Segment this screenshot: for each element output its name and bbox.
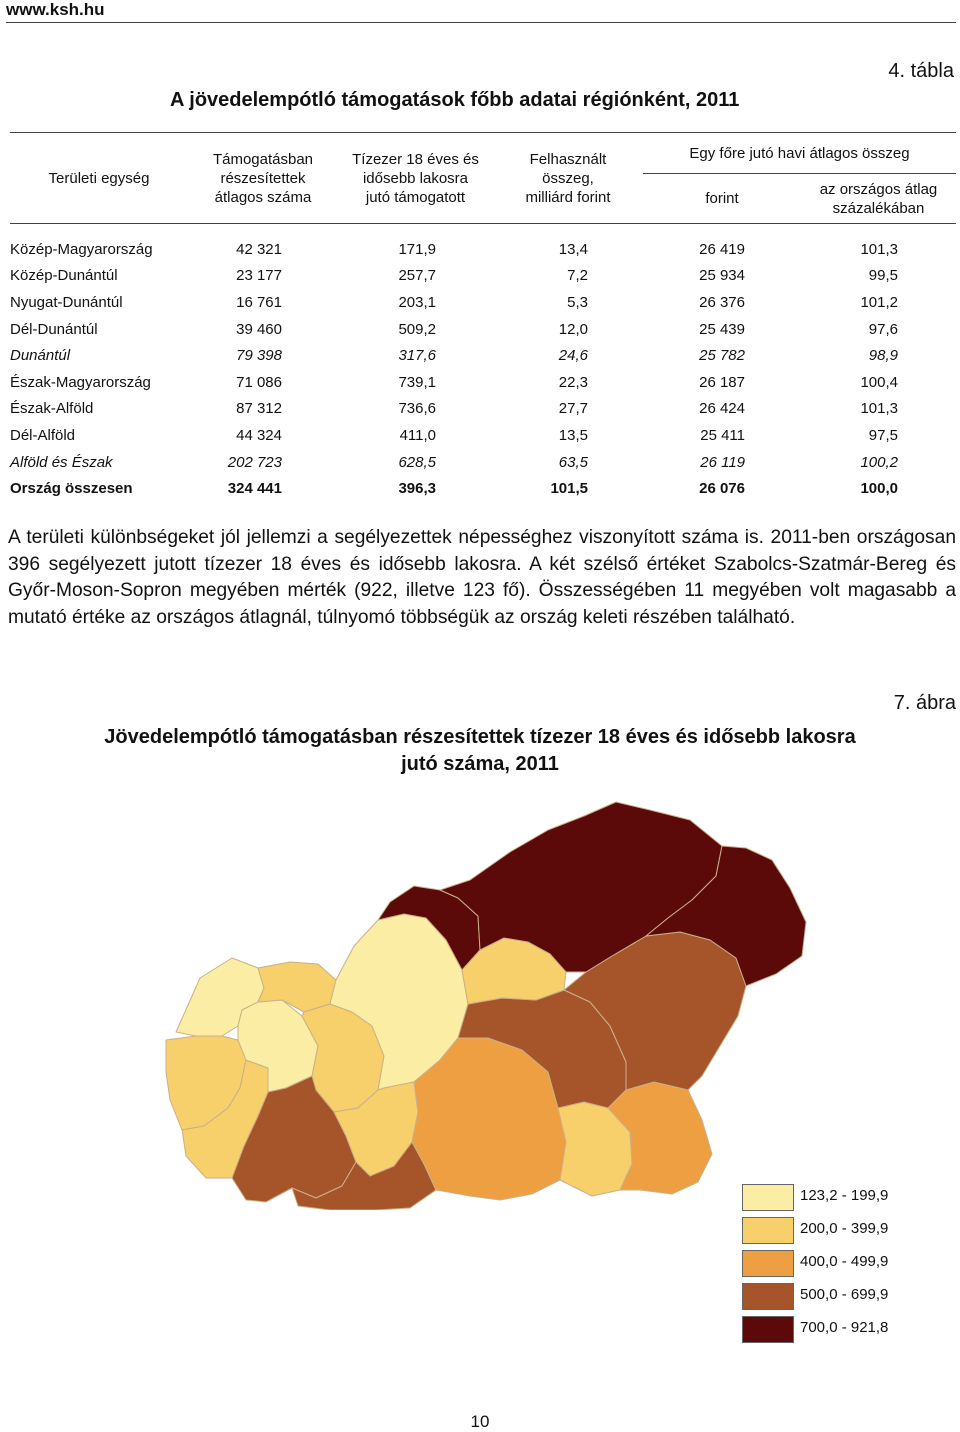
table-row xyxy=(10,263,956,290)
table-title: A jövedelempótló támogatások főbb adatai régiónként, 2011 xyxy=(170,89,740,111)
region-name-cell: Dunántúl xyxy=(10,347,71,365)
forint-cell: 25 439 xyxy=(699,320,745,338)
table-row xyxy=(10,342,956,369)
count-cell: 202 723 xyxy=(227,453,282,471)
count-cell: 42 321 xyxy=(236,240,282,258)
per10k-cell: 171,9 xyxy=(398,240,436,258)
table-number: 4. tábla xyxy=(888,60,954,82)
legend-label: 200,0 - 399,9 xyxy=(800,1220,889,1237)
legend-label: 400,0 - 499,9 xyxy=(800,1253,889,1270)
legend-swatch xyxy=(742,1283,794,1310)
per10k-cell: 257,7 xyxy=(398,267,436,285)
per10k-cell: 739,1 xyxy=(398,373,436,391)
amount-cell: 27,7 xyxy=(558,400,588,418)
region-name-cell: Észak-Magyarország xyxy=(10,373,151,391)
amount-cell: 22,3 xyxy=(558,373,588,391)
count-cell: 39 460 xyxy=(236,320,282,338)
forint-cell: 25 782 xyxy=(699,347,745,365)
per10k-cell: 317,6 xyxy=(398,347,436,365)
count-cell: 16 761 xyxy=(236,293,282,311)
amount-cell: 5,3 xyxy=(567,293,588,311)
pct-cell: 101,3 xyxy=(860,240,898,258)
legend-swatch xyxy=(742,1217,794,1244)
header-rule xyxy=(6,22,956,23)
col-header-pct: az országos átlag százalékában xyxy=(801,174,956,224)
pct-cell: 101,2 xyxy=(860,293,898,311)
hungary-county-map xyxy=(0,790,960,1210)
count-cell: 71 086 xyxy=(236,373,282,391)
table-row xyxy=(10,475,956,502)
legend-label: 700,0 - 921,8 xyxy=(800,1319,889,1336)
region-name-cell: Közép-Magyarország xyxy=(10,240,153,258)
legend-label: 500,0 - 699,9 xyxy=(800,1286,889,1303)
pct-cell: 101,3 xyxy=(860,400,898,418)
pct-cell: 99,5 xyxy=(868,267,898,285)
count-cell: 87 312 xyxy=(236,400,282,418)
amount-cell: 13,5 xyxy=(558,426,588,444)
regional-data-table xyxy=(10,132,956,502)
col-header-monthly-group: Egy főre jutó havi átlagos összeg xyxy=(689,144,910,162)
forint-cell: 26 419 xyxy=(699,240,745,258)
region-name-cell: Észak-Alföld xyxy=(10,400,94,418)
per10k-cell: 203,1 xyxy=(398,293,436,311)
page-number: 10 xyxy=(470,1412,490,1431)
amount-cell: 7,2 xyxy=(567,267,588,285)
col-header-amount: Felhasznált összeg, milliárd forint xyxy=(525,150,611,206)
per10k-cell: 411,0 xyxy=(399,426,436,444)
region-name-cell: Közép-Dunántúl xyxy=(10,267,118,285)
forint-cell: 26 376 xyxy=(699,293,745,311)
figure-number: 7. ábra xyxy=(893,692,956,714)
legend-swatch xyxy=(742,1250,794,1277)
col-header-region: Területi egység xyxy=(48,169,150,187)
region-name-cell: Alföld és Észak xyxy=(10,453,113,471)
table-row xyxy=(10,422,956,449)
pct-cell: 100,0 xyxy=(860,480,898,498)
table-row xyxy=(10,396,956,423)
forint-cell: 26 424 xyxy=(699,400,745,418)
amount-cell: 101,5 xyxy=(550,480,588,498)
forint-cell: 26 076 xyxy=(699,480,745,498)
table-row xyxy=(10,289,956,316)
amount-cell: 12,0 xyxy=(558,320,588,338)
pct-cell: 100,4 xyxy=(860,373,898,391)
per10k-cell: 736,6 xyxy=(398,400,436,418)
body-paragraph: A területi különbségeket jól jellemzi a segélyezettek népességhez viszonyított száma is. 2011-ben országosan 396 segélyezett jutott tízezer 18 éves és idősebb lakosra. A két szélső értéket Szabolcs-Szatmár-Bereg és Győr-Moson-Sopron megyében mérték (922, illetve 123 fő). Összességében 11 megyében volt magasabb a mutató értéke az országos átlagnál, túlnyomó többségük az ország keleti részében található. xyxy=(8,527,956,628)
legend-label: 123,2 - 199,9 xyxy=(800,1187,889,1204)
amount-cell: 63,5 xyxy=(558,453,588,471)
pct-cell: 97,6 xyxy=(868,320,898,338)
pct-cell: 97,5 xyxy=(868,426,898,444)
region-name-cell: Ország összesen xyxy=(10,480,133,498)
legend-swatch xyxy=(742,1184,794,1211)
forint-cell: 26 187 xyxy=(699,373,745,391)
figure-title: Jövedelempótló támogatásban részesítettek tízezer 18 éves és idősebb lakosra jutó száma, 2011 xyxy=(104,726,856,775)
forint-cell: 25 934 xyxy=(699,267,745,285)
col-header-count: Támogatásban részesítettek átlagos száma xyxy=(212,150,314,206)
site-url[interactable]: www.ksh.hu xyxy=(6,0,105,19)
region-name-cell: Dél-Dunántúl xyxy=(10,320,98,338)
forint-cell: 25 411 xyxy=(700,426,745,444)
count-cell: 79 398 xyxy=(236,347,282,365)
col-header-forint: forint xyxy=(643,174,801,224)
per10k-cell: 396,3 xyxy=(398,480,436,498)
col-header-per10k: Tízezer 18 éves és idősebb lakosra jutó támogatott xyxy=(352,150,479,206)
table-row xyxy=(10,316,956,343)
per10k-cell: 628,5 xyxy=(398,453,436,471)
pct-cell: 100,2 xyxy=(860,453,898,471)
count-cell: 44 324 xyxy=(236,426,282,444)
table-row xyxy=(10,369,956,396)
per10k-cell: 509,2 xyxy=(398,320,436,338)
amount-cell: 13,4 xyxy=(558,240,588,258)
count-cell: 23 177 xyxy=(236,267,282,285)
region-name-cell: Dél-Alföld xyxy=(10,426,76,444)
forint-cell: 26 119 xyxy=(700,453,745,471)
amount-cell: 24,6 xyxy=(558,347,588,365)
legend-swatch xyxy=(742,1316,794,1343)
table-row xyxy=(10,449,956,476)
count-cell: 324 441 xyxy=(227,480,282,498)
table-row xyxy=(10,236,956,263)
pct-cell: 98,9 xyxy=(868,347,898,365)
region-name-cell: Nyugat-Dunántúl xyxy=(10,293,123,311)
